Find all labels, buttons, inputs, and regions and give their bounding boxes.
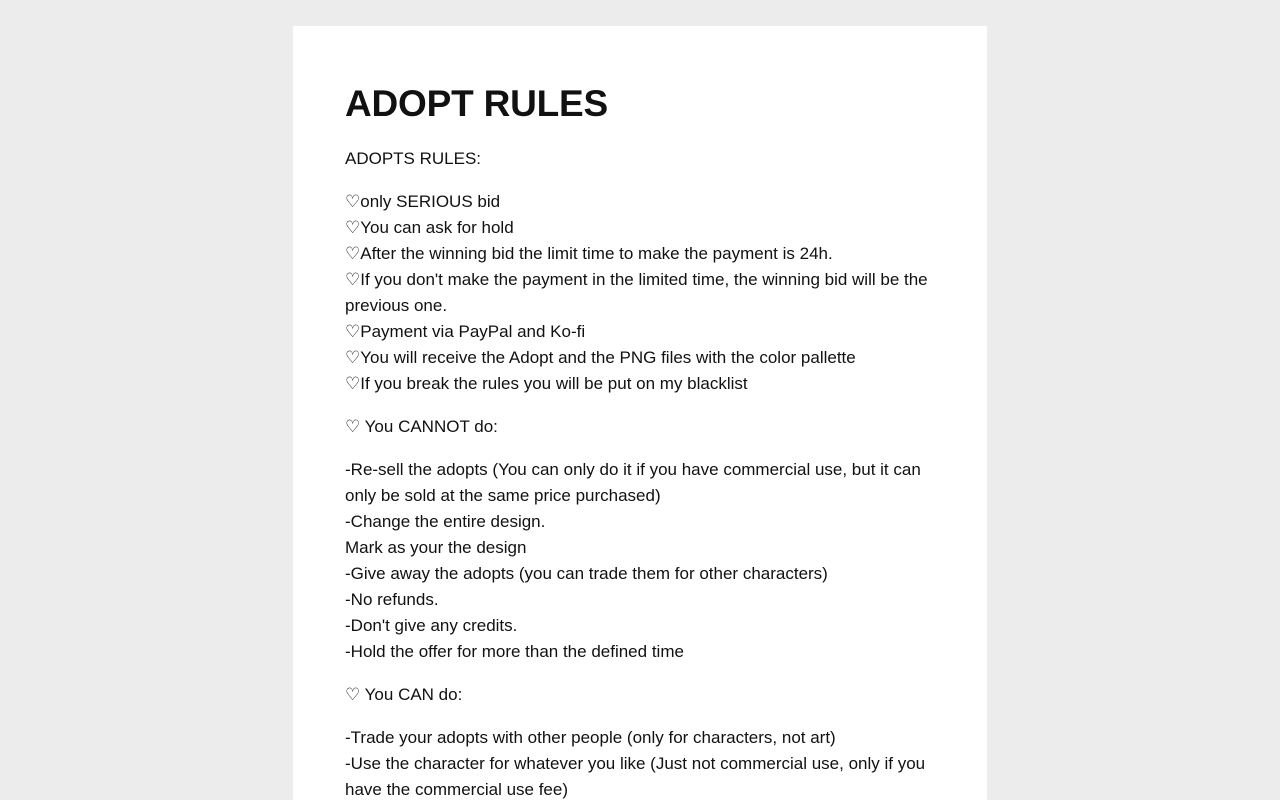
rule-item: ♡You can ask for hold — [345, 218, 514, 237]
can-item: -Use the character for whatever you like (Just not commercial use, only if you have the commercial use fee) — [345, 754, 926, 799]
intro-text: ADOPTS RULES: — [345, 149, 482, 168]
cannot-item: -Re-sell the adopts (You can only do it if you have commercial use, but it can only be sold at the same price purchased) — [345, 460, 921, 505]
rule-item: ♡After the winning bid the limit time to make the payment is 24h. — [345, 244, 833, 263]
can-list — [345, 725, 935, 800]
rule-item: ♡You will receive the Adopt and the PNG files with the color pallette — [345, 348, 856, 367]
rule-item: ♡only SERIOUS bid — [345, 192, 501, 211]
cannot-item: -Change the entire design. — [345, 512, 546, 531]
can-heading: ♡ You CAN do: — [345, 685, 463, 704]
cannot-list — [345, 457, 935, 665]
cannot-item: -Give away the adopts (you can trade them for other characters) — [345, 564, 828, 583]
cannot-item: Mark as your the design — [345, 538, 527, 557]
rules-list — [345, 189, 935, 397]
rule-item: ♡If you break the rules you will be put on my blacklist — [345, 374, 748, 393]
cannot-item: -No refunds. — [345, 590, 439, 609]
cannot-item: -Hold the offer for more than the defined time — [345, 642, 684, 661]
page-title: ADOPT RULES — [345, 83, 608, 124]
rule-item: ♡Payment via PayPal and Ko-fi — [345, 322, 586, 341]
cannot-item: -Don't give any credits. — [345, 616, 518, 635]
document-page — [293, 26, 987, 800]
rule-item: ♡If you don't make the payment in the limited time, the winning bid will be the previous one. — [345, 270, 928, 315]
cannot-heading: ♡ You CANNOT do: — [345, 417, 498, 436]
can-item: -Trade your adopts with other people (only for characters, not art) — [345, 728, 836, 747]
